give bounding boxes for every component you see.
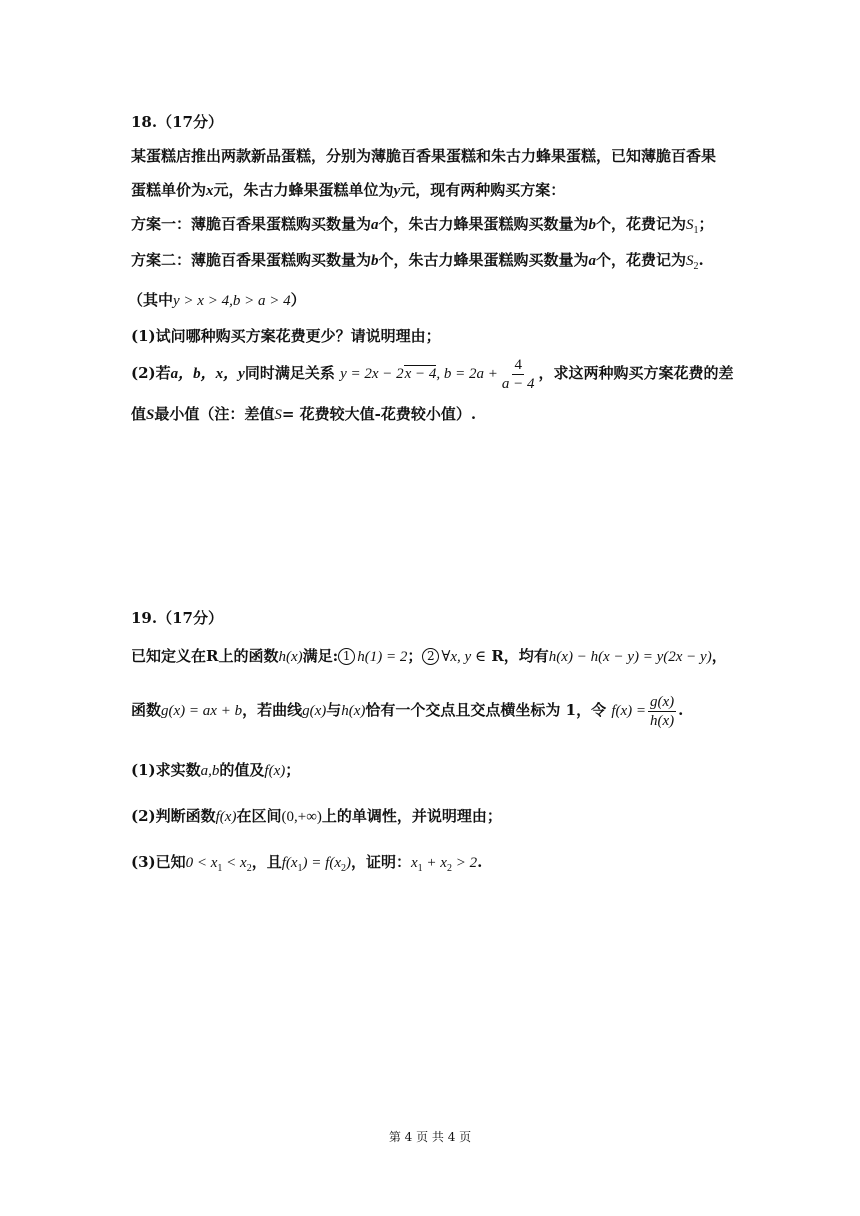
equation: ) = f(x	[302, 855, 341, 871]
subscript: 2	[693, 261, 699, 272]
vars: a，b，x，y	[170, 366, 245, 382]
circled-number-2: 2	[422, 648, 439, 665]
text: (3)已知	[131, 853, 186, 871]
text: 最小值（注：差值	[154, 405, 275, 423]
a-b: a,b	[200, 763, 220, 779]
fraction	[500, 356, 537, 393]
real-set: R	[491, 647, 504, 665]
text: ）	[290, 291, 306, 309]
text: (2)若	[131, 364, 171, 382]
result: > 2	[451, 855, 478, 871]
q19-subquestion-2	[131, 806, 502, 827]
real-set: R	[206, 647, 219, 665]
q18-subquestion-1: (1)试问哪种购买方案花费更少？请说明理由；	[131, 327, 441, 345]
text: 个，朱古力蜂果蛋糕购买数量为	[378, 215, 589, 233]
s2: S	[686, 253, 694, 269]
text: 方案一：薄脆百香果蛋糕购买数量为	[131, 215, 372, 233]
fraction	[648, 693, 676, 730]
text: 个，花费记为	[596, 251, 687, 269]
h-x: h(x)	[341, 703, 366, 719]
text: .	[477, 853, 483, 871]
text: 函数	[131, 701, 162, 719]
text: 个，朱古力蜂果蛋糕购买数量为	[378, 251, 589, 269]
text: （其中	[128, 291, 174, 309]
text: .	[678, 701, 684, 719]
equation-b: , b = 2a +	[436, 366, 498, 382]
subscript: 2	[246, 863, 252, 874]
text: ，若曲线	[242, 701, 303, 719]
f-x: f(x)	[264, 763, 286, 779]
result: x	[411, 855, 418, 871]
q18-subquestion-2	[131, 354, 734, 393]
q19-header: 19.（17分）	[131, 609, 223, 627]
equation-y: y = 2x − 2	[340, 366, 404, 382]
sqrt-content: x − 4	[404, 366, 437, 382]
q18-subquestion-2-cont	[131, 404, 476, 425]
f-x-equals: f(x) =	[611, 703, 647, 719]
text: 上的函数	[218, 647, 279, 665]
q19-line2	[131, 690, 683, 731]
q19-line1	[131, 646, 727, 667]
var-y: y	[393, 183, 401, 199]
var-b: b	[588, 217, 597, 233]
fraction-denominator: h(x)	[650, 712, 675, 729]
subscript: 1	[693, 225, 699, 236]
equation: )	[345, 855, 351, 871]
h-x: h(x)	[278, 649, 303, 665]
functional-equation: h(x) − h(x − y) = y(2x − y)	[548, 649, 712, 665]
text: ，证明：	[350, 853, 411, 871]
inequality: 0 < x	[185, 855, 218, 871]
equation: f(x	[281, 855, 298, 871]
text: ；	[285, 761, 301, 779]
text: ，	[711, 647, 727, 665]
subscript: 2	[446, 863, 452, 874]
subscript: 1	[297, 863, 303, 874]
text: 元，现有两种购买方案：	[400, 181, 566, 199]
g-x: g(x)	[302, 703, 327, 719]
text: ；	[698, 215, 714, 233]
text: 上的单调性，并说明理由；	[321, 807, 502, 825]
text: ，均有	[503, 647, 549, 665]
q18-plan2	[131, 250, 704, 277]
text: ；	[407, 647, 423, 665]
text: ，求这两种购买方案花费的差	[538, 364, 734, 382]
var-a: a	[588, 253, 597, 269]
q19-subquestion-3	[131, 852, 482, 879]
text: 个，花费记为	[596, 215, 687, 233]
var-x: x	[206, 183, 214, 199]
text: 元，朱古力蜂果蛋糕单位为	[213, 181, 394, 199]
result: + x	[422, 855, 447, 871]
text: 已知定义在	[131, 647, 207, 665]
text: = 花费较大值-花费较小值）.	[281, 405, 477, 423]
q18-header: 18.（17分）	[131, 113, 223, 131]
circled-number-1: 1	[338, 648, 355, 665]
fraction-denominator: a − 4	[501, 375, 535, 392]
interval: (0,+∞)	[281, 809, 322, 825]
text: 在区间	[236, 807, 282, 825]
text: (2)判断函数	[131, 807, 216, 825]
subscript: 1	[217, 863, 223, 874]
text: 满足:	[302, 647, 339, 665]
s1: S	[686, 217, 694, 233]
text: 的值及	[219, 761, 265, 779]
text: ，且	[251, 853, 282, 871]
text: (1)求实数	[131, 761, 201, 779]
var-b: b	[371, 253, 379, 269]
text: 方案二：薄脆百香果蛋糕购买数量为	[131, 251, 372, 269]
f-x: f(x)	[215, 809, 237, 825]
var-s: S	[274, 407, 282, 423]
subscript: 1	[417, 863, 423, 874]
text: 恰有一个交点且交点横坐标为 1，令	[365, 701, 607, 719]
text: .	[698, 251, 704, 269]
q19-subquestion-1	[131, 760, 300, 781]
fraction-numerator: 4	[514, 356, 522, 373]
q18-condition	[128, 290, 306, 311]
forall-expression: ∀x, y ∈	[441, 649, 487, 665]
page-footer: 第 4 页 共 4 页	[388, 1130, 472, 1144]
text: 与	[326, 701, 342, 719]
text: 值	[131, 405, 147, 423]
text: 蛋糕单价为	[131, 181, 207, 199]
condition-1: h(1) = 2	[357, 649, 408, 665]
text: 同时满足关系	[244, 364, 335, 382]
var-s: S	[146, 407, 155, 423]
condition-math: y > x > 4,b > a > 4	[173, 293, 291, 309]
q18-plan1	[131, 214, 714, 241]
var-a: a	[371, 217, 379, 233]
sqrt-expression	[404, 365, 437, 382]
q18-paragraph-line2	[131, 180, 565, 201]
inequality: < x	[222, 855, 247, 871]
fraction-numerator: g(x)	[650, 693, 675, 710]
subscript: 2	[340, 863, 346, 874]
g-definition: g(x) = ax + b	[161, 703, 243, 719]
q18-paragraph-line1: 某蛋糕店推出两款新品蛋糕，分别为薄脆百香果蛋糕和朱古力蜂果蛋糕，已知薄脆百香果	[131, 147, 717, 165]
